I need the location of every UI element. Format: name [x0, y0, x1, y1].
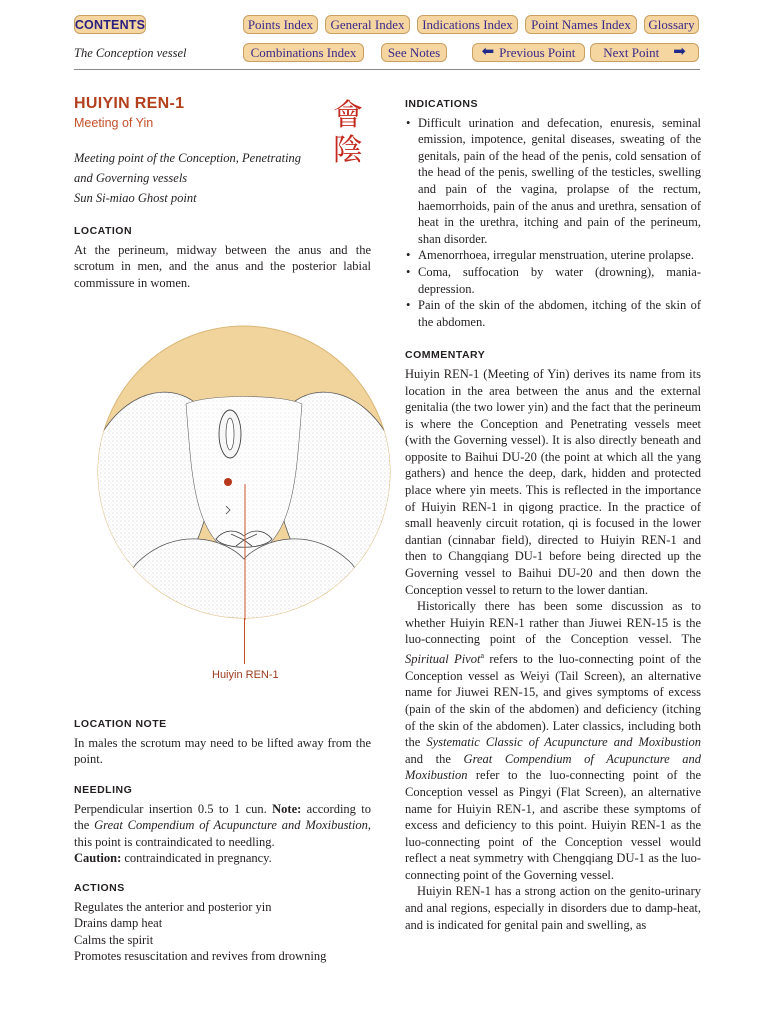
commentary-heading: COMMENTARY — [405, 349, 486, 362]
commentary-paragraph-1: Huiyin REN-1 (Meeting of Yin) derives its name from its location in the area between the anus and the external genitalia (the two lower yin) and the fact that the perineum is where the Conception and Penetrating vessels meet (with the Governing vessel). It is also directly beneath and opposite to Baihui DU-20 (the point at which all the yang gathers) and hence the deep, dark, hidden and protected place where yin meets. This is reflected in the importance of Huiyin REN-1 in qigong practice. In the practice of small heavenly circuit rotation, qi is focused in the lower dantian (cinnabar field), directed to Huiyin REN-1 and then to Changqiang DU-1 before being directed up the Governing vessel to Baihui DU-20 and then down the Conception vessel to return to the lower dantian. — [405, 366, 701, 597]
location-note-section — [74, 716, 371, 768]
caution-text: contraindicated in pregnancy. — [124, 851, 272, 866]
contents-button[interactable]: CONTENTS — [74, 15, 146, 34]
action-item: Calms the spirit — [74, 932, 154, 947]
location-text: At the perineum, midway between the anus and the scrotum in men, and the anus and the posterior labial commissure in women. — [74, 242, 371, 290]
needling-text — [74, 801, 371, 851]
huiyin-point-marker — [224, 478, 232, 486]
indication-item: • Difficult urination and defecation, enuresis, seminal emission, impotence, genital diseases, sweating of the genitals, pain of the head of the penis, cold sensation of the head of the penis, swelling of the testicles, swelling and pain of the vagina, prolapse of the rectum, haemorrhoids, pain of the anus and urethra, sensation of heat in the urethra, itching and pain of the perineum, shan disorder. — [405, 115, 701, 248]
commentary-p2-c: and the — [405, 751, 451, 766]
actions-list — [74, 899, 371, 965]
needling-note-text: according to the — [74, 801, 372, 833]
needling-book-title: Great Compendium of Acupuncture and Moxibustion — [94, 818, 368, 833]
point-classification — [74, 148, 371, 208]
indications-heading: INDICATIONS — [405, 98, 478, 110]
left-column — [74, 95, 372, 964]
book-spiritual-pivot: Spiritual Pivot — [405, 652, 481, 667]
indication-item: • Amenorrhoea, irregular menstruation, uterine prolapse. — [405, 247, 701, 264]
location-note-text: In males the scrotum may need to be lifted away from the point. — [74, 735, 371, 767]
label-leader-line — [244, 618, 245, 664]
needling-caution — [74, 850, 371, 867]
previous-point-label: Previous Point — [499, 44, 576, 60]
arrow-left-icon: ⬅ — [481, 44, 495, 60]
action-item: Drains damp heat — [74, 916, 163, 931]
general-index-button[interactable]: General Index — [325, 15, 410, 34]
indication-item: • Pain of the skin of the abdomen, itching of the skin of the abdomen. — [405, 297, 701, 330]
point-title: HUIYIN REN-1 — [74, 95, 185, 112]
ghost-point-line: Sun Si-miao Ghost point — [74, 191, 197, 206]
needling-note-label: Note: — [272, 801, 302, 816]
point-translation: Meeting of Yin — [74, 115, 154, 130]
arrow-right-icon: ➡ — [673, 44, 686, 60]
running-head: The Conception vessel — [74, 46, 187, 60]
commentary-paragraph-2 — [405, 598, 701, 883]
meeting-point-line1: Meeting point of the Conception, Penetrating — [74, 151, 302, 166]
needling-note-end: , this point is contraindicated to needling. — [74, 818, 372, 849]
needling-depth: Perpendicular insertion 0.5 to 1 cun. — [74, 801, 267, 816]
points-index-button[interactable]: Points Index — [243, 15, 318, 34]
see-notes-button[interactable]: See Notes — [381, 43, 447, 62]
figure-label: Huiyin REN-1 — [212, 669, 279, 681]
commentary-p2-d: refer to the luo-connecting point of the Conception vessel as Pingyi (Flat Screen), an alternative name for Huiyin REN-1, and ascribe these symptoms of excess and deficiency to this point. Huiyin REN-1 as the luo-connecting point of the Conception vessel would reflect a neat symmetry with Chengqiang DU-1 as the luo-connecting point of the Governing vessel. — [405, 768, 702, 882]
book-systematic-classic: Systematic Classic of Acupuncture and Moxibustion — [426, 735, 702, 750]
indications-index-button[interactable]: Indications Index — [417, 15, 518, 34]
right-column — [405, 96, 701, 933]
commentary-p2-b: refers to the luo-connecting point of the Conception vessel as Weiyi (Tail Screen), an alternative name for Jiuwei REN-15, and gives symptoms of excess (pain of the skin of the abdomen) and deficiency (itching of the skin of the abdomen). Later classics, including both the — [405, 652, 701, 750]
indications-list — [405, 115, 701, 331]
chinese-char-yin: 陰 — [333, 133, 363, 168]
commentary-paragraph-3: Huiyin REN-1 has a strong action on the genito-urinary and anal regions, especially in disorders due to damp-heat, and is indicated for genital pain and swelling, as — [405, 884, 701, 932]
caution-label: Caution: — [74, 851, 122, 866]
needling-section — [74, 782, 371, 867]
indications-section — [405, 96, 701, 330]
next-point-button[interactable] — [590, 43, 699, 62]
previous-point-button[interactable] — [472, 43, 585, 62]
point-names-index-button[interactable]: Point Names Index — [525, 15, 637, 34]
action-item: Regulates the anterior and posterior yin — [74, 899, 272, 914]
next-point-label: Next Point — [603, 44, 660, 60]
location-note-heading: LOCATION NOTE — [74, 718, 167, 730]
needling-heading: NEEDLING — [74, 784, 133, 796]
perineum-illustration — [96, 324, 392, 620]
book-great-compendium: Great Compendium of Acupuncture and Moxibustion — [405, 751, 701, 783]
footnote-marker[interactable]: a — [480, 651, 485, 660]
location-heading: LOCATION — [74, 225, 133, 238]
action-item: Promotes resuscitation and revives from drowning — [74, 949, 327, 964]
commentary-section — [405, 347, 701, 933]
actions-section — [74, 880, 371, 965]
header-rule — [74, 69, 700, 70]
combinations-index-button[interactable]: Combinations Index — [243, 43, 364, 62]
commentary-p2-a: Historically there has been some discussion as to whether Huiyin REN-1 rather than Jiuwei REN-15 is the luo-connecting point of the Conception vessel. The — [405, 599, 701, 647]
meeting-point-line2: and Governing vessels — [74, 171, 188, 186]
chinese-char-hui: 會 — [333, 98, 363, 133]
actions-heading: ACTIONS — [74, 882, 125, 894]
location-section — [74, 223, 371, 291]
indication-item: • Coma, suffocation by water (drowning), mania-depression. — [405, 264, 701, 297]
glossary-button[interactable]: Glossary — [644, 15, 699, 34]
